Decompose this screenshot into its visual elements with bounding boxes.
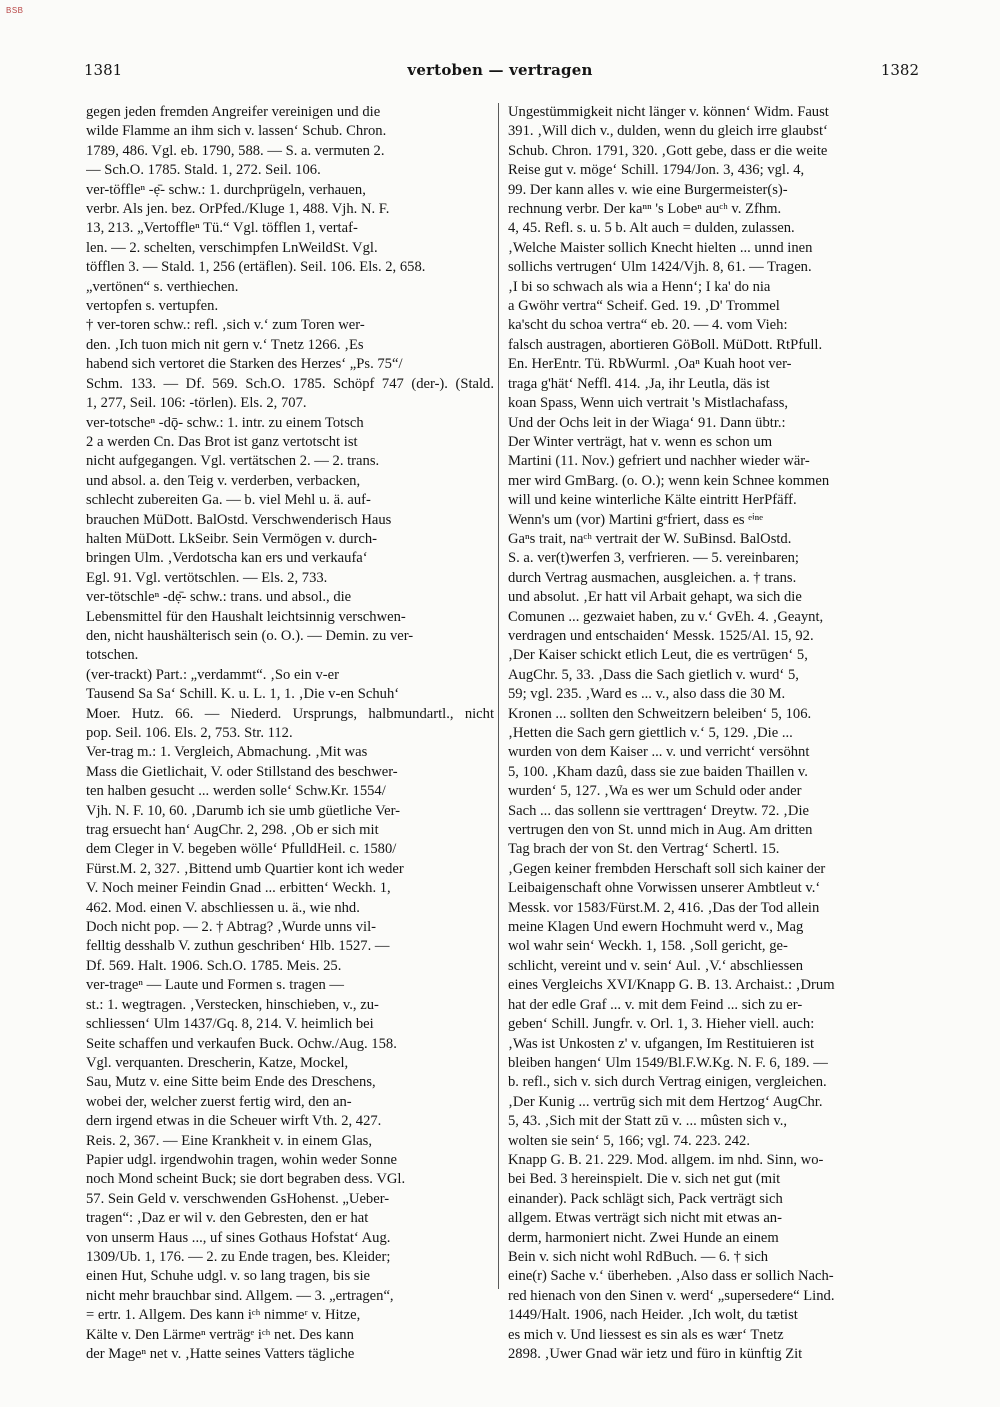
text-line: Und der Ochs leit in der Wiaga‘ 91. Dann übtr.: [508,414,786,431]
text-line: = ertr. 1. Allgem. Des kann iᶜʰ nimmeʳ v. Hitze, [86,1307,361,1324]
text-line: ten halben gesucht ... werden solle‘ Schw.Kr. 1554/ [86,783,386,800]
text-line: durch Vertrag ausmachen, ausgleichen. a. † trans. [508,569,797,586]
text-line: ‚Der Kunig ... vertrūg sich mit dem Hertzog‘ AugChr. [508,1093,823,1110]
text-line: Schm. 133. — Df. 569. Sch.O. 1785. Schöpf 747 (der-). (Stald. [86,375,494,392]
text-line: Kälte v. Den Lärmeⁿ verträgᵉ iᶜʰ net. Des kann [86,1326,354,1343]
text-line: ver-tötschleⁿ -dẹ̄- schw.: trans. und absol., die [86,589,352,606]
text-line: Schub. Chron. 1791, 320. ‚Gott gebe, dass er die weite [508,142,828,159]
column-divider [498,103,499,1289]
text-line: Gaⁿs trait, naᶜʰ vertrait der W. SuBinsd. BalOstd. [508,530,792,547]
text-line: von unserm Haus ..., uf sines Gothaus Hofstat‘ Aug. [86,1229,391,1246]
text-line: ‚Der Kaiser schickt etlich Leut, die es vertrūgen‘ 5, [508,647,808,664]
text-line: ‚Welche Maister sollich Knecht hielten ... unnd inen [508,239,813,256]
text-line: ver-töffleⁿ -ẹ̄- schw.: 1. durchprügeln, verhauen, [86,181,366,198]
text-line: wolten sie sein‘ 5, 166; vgl. 74. 223. 242. [508,1132,750,1149]
text-line: ‚Gegen keiner frembden Herschaft soll sich kainer der [508,860,826,877]
text-line: 99. Der kann alles v. wie eine Burgermeister(s)- [508,181,788,198]
text-line: nicht mehr brauchbar sind. Allgem. — 3. „ertragen“, [86,1287,394,1304]
text-line: 4, 45. Refl. s. u. 5 b. Alt auch = dulden, zulassen. [508,220,795,237]
text-line: vertopfen s. vertupfen. [86,298,219,315]
text-line: 1, 277, Seil. 106: -törlen). Els. 2, 707. [86,395,307,412]
text-line: rechnung verbr. Der kaⁿⁿ 's Lobeⁿ auᶜʰ v. Zfhm. [508,201,782,218]
text-line: tragen“: ‚Daz er wil v. den Gebresten, den er hat [86,1210,369,1227]
text-line: nicht aufgegangen. Vgl. vertätschen 2. — 2. trans. [86,453,380,470]
text-line: Mass die Gietlichait, V. oder Stillstand des beschwer- [86,763,398,780]
text-line: Tausend Sa Sa‘ Schill. K. u. L. 1, 1. ‚Die v-en Schuh‘ [86,686,400,703]
text-line: Papier udgl. irgendwohin tragen, wohin weder Sonne [86,1151,398,1168]
text-line: Der Winter verträgt, hat v. wenn es schon um [508,433,773,450]
text-line: brauchen MüDott. BalOstd. Verschwenderisch Haus [86,511,392,528]
text-line: der Mageⁿ net v. ‚Hatte seines Vatters tägliche [86,1346,355,1362]
running-head: vertoben — vertragen [407,61,593,79]
text-line: sollichs vertrugen‘ Ulm 1424/Vjh. 8, 61. — Tragen. [508,259,812,276]
text-line: felltig desshalb V. zuthun geschriben‘ Hlb. 1527. — [86,938,390,955]
text-line: traga g'hät‘ Neffl. 414. ‚Ja, ihr Leutla, däs ist [508,375,770,392]
text-line: wurden‘ 5, 127. ‚Wa es wer um Schuld oder ander [508,783,802,800]
text-line: den. ‚Ich tuon mich nit gern v.‘ Tnetz 1266. ‚Es [86,336,364,353]
text-line: Vgl. verquanten. Drescherin, Katze, Mockel, [86,1054,349,1071]
text-line: bringen Ulm. ‚Verdotscha kan ers und verkaufa‘ [86,550,368,567]
text-line: 2 a werden Cn. Das Brot ist ganz vertotscht ist [86,433,358,450]
text-line: ver-totscheⁿ -dǭ- schw.: 1. intr. zu einem Totsch [86,414,364,431]
text-line: Egl. 91. Vgl. vertötschlen. — Els. 2, 733. [86,569,328,586]
text-line: b. refl., sich v. sich durch Vertrag einigen, vergleichen. [508,1074,827,1091]
text-line: Reise gut v. möge‘ Schill. 1794/Jon. 3, 436; vgl. 4, [508,162,805,179]
text-line: Doch nicht pop. — 2. † Abtrag? ‚Wurde unns vil- [86,919,377,936]
text-line: Ver-trag m.: 1. Vergleich, Abmachung. ‚Mit was [86,744,368,761]
text-line: verdragen und entschaiden‘ Messk. 1525/Al. 15, 92. [508,627,814,644]
text-line: st.: 1. wegtragen. ‚Verstecken, hinschieben, v., zu- [86,996,379,1013]
text-line: 5, 43. ‚Sich mit der Statt zū v. ... mûsten sich v., [508,1113,788,1130]
text-line: V. Noch meiner Feindin Gnad ... erbitten‘ Weckh. 1, [86,880,391,897]
text-line: 1449/Halt. 1906, nach Heider. ‚Ich wolt, du tætist [508,1307,798,1324]
text-line: S. a. ver(t)werfen 3, verfrieren. — 5. vereinbaren; [508,550,799,567]
text-line: Kronen ... sollten den Schweitzern beleiben‘ 5, 106. [508,705,812,722]
text-line: len. — 2. schelten, verschimpfen LnWeildSt. Vgl. [86,239,378,256]
left-column [86,103,494,1364]
text-line: wobei der, welcher zuerst fertig wird, den an- [86,1093,352,1110]
text-line: 1789, 486. Vgl. eb. 1790, 588. — S. a. vermuten 2. [86,142,385,159]
text-line: pop. Seil. 106. Els. 2, 753. Str. 112. [86,725,293,741]
text-line: eines Vergleichs XVI/Knapp G. B. 13. Archaist.: ‚Drum [508,977,835,994]
text-line: Df. 569. Halt. 1906. Sch.O. 1785. Meis. 25. [86,957,342,974]
text-line: hat der edle Graf ... v. mit dem Feind ... sich zu er- [508,996,803,1013]
text-line: Messk. vor 1583/Fürst.M. 2, 416. ‚Das der Tod allein [508,899,820,916]
text-line: dem Cleger in V. begeben wölle‘ PfulldHeil. c. 1580/ [86,841,397,858]
text-line: trag ersuecht han‘ AugChr. 2, 298. ‚Ob er sich mit [86,822,379,839]
text-line: Sach ... das sollenn sie verttragen‘ Dreytw. 72. ‚Die [508,802,809,819]
text-line: 462. Mod. einen V. abschliessen u. ä., wie nhd. [86,899,360,916]
text-line: eine(r) Sache v.‘ überheben. ‚Also dass er sollich Nach- [508,1268,834,1285]
text-line: noch Mond scheint Buck; sie dort begraben dess. VGl. [86,1171,406,1188]
text-line: Ungestümmigkeit nicht länger v. können‘ Widm. Faust [508,104,829,120]
text-line: ka'scht du schoa vertra“ eb. 20. — 4. vom Vieh: [508,317,788,334]
text-line: ‚Was ist Unkosten z' v. ufgangen, Im Restituieren ist [508,1035,815,1052]
text-line: Sau, Mutz v. eine Sitte beim Ende des Dreschens, [86,1074,376,1091]
text-line: 2898. ‚Uwer Gnad wär ietz und füro in künftig Zit [508,1346,803,1362]
text-line: ‚I bi so schwach als wia a Henn‘; I ka' do nia [508,278,771,295]
text-line: habend sich vertoret die Starken des Herzes‘ „Ps. 75“/ [86,356,403,373]
text-line: Fürst.M. 2, 327. ‚Bittend umb Quartier kont ich weder [86,860,404,877]
text-line: † ver-toren schw.: refl. ‚sich v.‘ zum Toren wer- [86,317,365,334]
text-line: totschen. [86,647,139,664]
text-line: bei Bed. 3 hereinspielt. Die v. sich net gut (mit [508,1171,781,1188]
text-line: töfflen 3. — Stald. 1, 256 (ertäflen). Seil. 106. Els. 2, 658. [86,259,426,276]
text-line: will und keine winterliche Kälte eintritt HerPfäff. [508,492,797,509]
text-line: halten MüDott. LkSeibr. Sein Vermögen v. durch- [86,530,378,547]
text-line: meine Klagen Und ewern Hochmuht werd v., Mag [508,919,804,936]
text-line: AugChr. 5, 33. ‚Dass die Sach gietlich v. wurd‘ 5, [508,666,799,683]
text-line: verbr. Als jen. bez. OrPfed./Kluge 1, 488. Vjh. N. F. [86,201,390,218]
text-line: 391. ‚Will dich v., dulden, wenn du gleich irre glaubst‘ [508,123,828,140]
text-line: dern irgend etwas in die Scheuer wirft Vth. 2, 427. [86,1113,382,1130]
text-line: 13, 213. „Vertoffleⁿ Tü.“ Vgl. töfflen 1, vertaf- [86,220,358,237]
text-line: Lebensmittel für den Haushalt leichtsinnig verschwen- [86,608,406,625]
text-line: allgem. Etwas verträgt sich nicht mit etwas an- [508,1210,782,1227]
text-line: Martini (11. Nov.) gefriert und nachher wieder wär- [508,453,810,470]
text-line: und absol. a. den Teig v. verderben, verbacken, [86,472,361,489]
text-line: 57. Sein Geld v. verschwenden GsHohenst. „Ueber- [86,1190,390,1207]
text-line: Wenn's um (vor) Martini gᵉfriert, dass es ᵉⁱⁿᵉ [508,511,763,528]
right-column [508,103,916,1364]
text-line: En. HerEntr. Tü. RbWurml. ‚Oaⁿ Kuah hoot ver- [508,356,792,373]
text-line: einen Hut, Schuhe udgl. v. so lang tragen, bis sie [86,1268,370,1285]
text-line: „vertönen“ s. verthiechen. [86,278,239,295]
text-line: koan Spass, Wenn uich vertrait 's Mistlachafass, [508,395,789,412]
text-line: geben‘ Schill. Jungfr. v. Orl. 1, 3. Hieher viell. auch: [508,1016,815,1033]
text-line: einander). Pack schlägt sich, Pack verträgt sich [508,1190,783,1207]
text-line: Reis. 2, 367. — Eine Krankheit v. in einem Glas, [86,1132,373,1149]
text-line: gegen jeden fremden Angreifer vereinigen und die [86,104,381,120]
text-line: und absolut. ‚Er hatt vil Arbait gehapt, wa sich die [508,589,802,606]
text-line: 5, 100. ‚Kham dazû, dass sie zue baiden Thaillen v. [508,763,808,780]
page-number-left: 1381 [84,61,123,79]
text-line: Moer. Hutz. 66. — Niederd. Ursprungs, halbmundartl., nicht [86,705,494,722]
text-line: schlecht zubereiten Ga. — b. viel Mehl u. ä. auf- [86,492,371,509]
text-line: vertrugen den von St. unnd mich in Aug. Am dritten [508,822,813,839]
text-line: ver-trageⁿ — Laute und Formen s. tragen — [86,977,344,994]
text-line: Tag brach der von St. den Vertrag‘ Schertl. 15. [508,841,780,858]
text-line: wurden von dem Kaiser ... v. und verricht‘ versöhnt [508,744,810,761]
text-line: mer wird GmBarg. (o. O.); wenn kein Schnee kommen [508,472,830,489]
text-line: Comunen ... gezwaiet haben, zu v.‘ GvEh. 4. ‚Geaynt, [508,608,824,625]
text-line: — Sch.O. 1785. Stald. 1, 272. Seil. 106. [86,162,321,179]
text-line: es mich v. Und liessest es sin als es wær‘ Tnetz [508,1326,784,1343]
text-line: Vjh. N. F. 10, 60. ‚Darumb ich sie umb güetliche Ver- [86,802,401,819]
text-line: ‚Hetten die Sach gern giettlich v.‘ 5, 129. ‚Die ... [508,725,793,741]
text-line: den, nicht haushälterisch sein (o. O.). — Demin. zu ver- [86,627,414,644]
text-line: schlicht, vereint und v. sein‘ Aul. ‚V.‘ abschliessen [508,957,804,974]
text-line: bleiben hangen‘ Ulm 1549/Bl.F.W.Kg. N. F. 6, 189. — [508,1054,828,1071]
text-line: falsch austragen, abortieren GöBoll. MüDott. RtPfull. [508,336,823,353]
text-line: wol wahr sein‘ Weckh. 1, 158. ‚Soll gericht, ge- [508,938,788,955]
text-line: Bein v. sich nicht wohl RdBuch. — 6. † sich [508,1248,769,1265]
text-line: red hienach von den Sinen v. werd‘ „supersedere“ Lind. [508,1287,835,1304]
text-line: (ver-trackt) Part.: „verdammt“. ‚So ein v-er [86,666,339,683]
page-number-right: 1382 [880,61,919,79]
text-line: schliessen‘ Ulm 1437/Gq. 8, 214. V. heimlich bei [86,1016,374,1033]
text-line: 1309/Ub. 1, 176. — 2. zu Ende tragen, bes. Kleider; [86,1248,391,1265]
text-line: 59; vgl. 235. ‚Ward es ... v., also dass die 30 M. [508,686,786,703]
text-line: Leibaigenschaft ohne Vorwissen unserer Ambtleut v.‘ [508,880,821,897]
text-line: derm, harmoniert nicht. Zwei Hunde an einem [508,1229,779,1246]
library-mark: BSB [6,6,24,15]
text-line: Seite schaffen und verkaufen Buck. Ochw./Aug. 158. [86,1035,397,1052]
text-line: a Gwöhr vertra“ Scheif. Ged. 19. ‚D' Trommel [508,298,780,315]
text-line: Knapp G. B. 21. 229. Mod. allgem. im nhd. Sinn, wo- [508,1151,824,1168]
text-line: wilde Flamme an ihm sich v. lassen‘ Schub. Chron. [86,123,387,140]
